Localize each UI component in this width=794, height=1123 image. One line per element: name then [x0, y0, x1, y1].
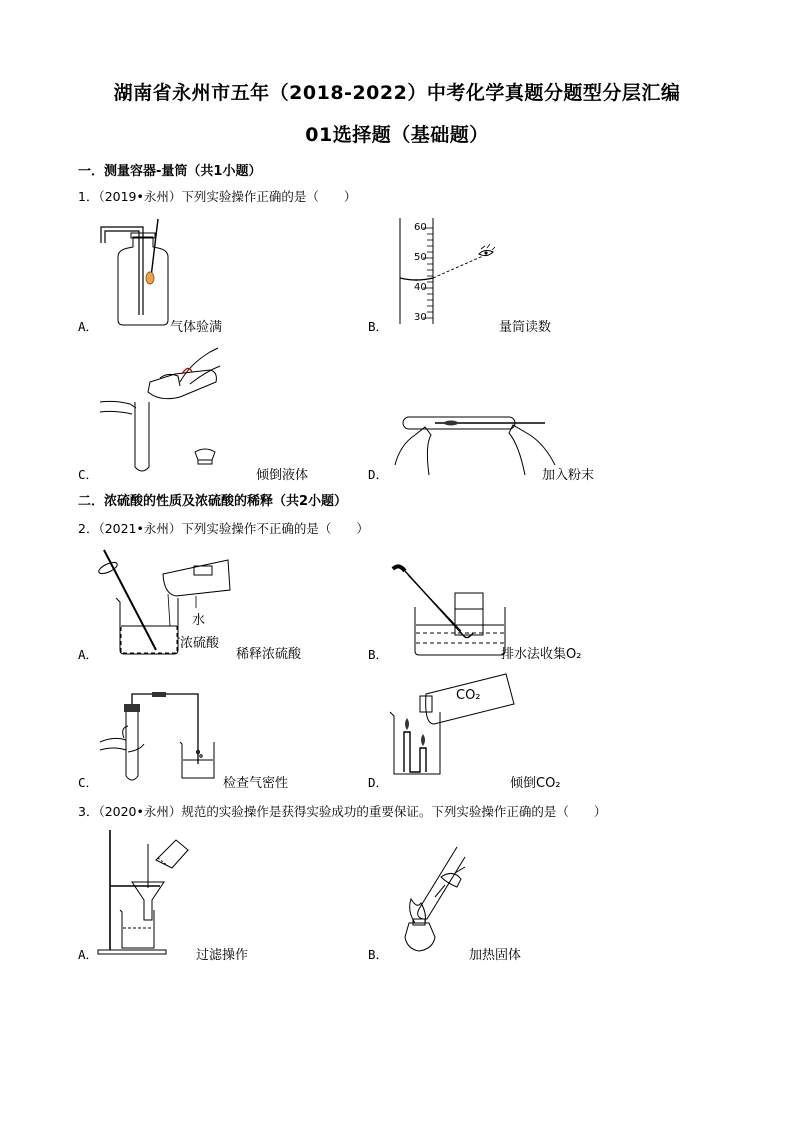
label-concentrated-acid: 浓硫酸: [180, 636, 220, 651]
tick-label-30: 30: [414, 312, 427, 323]
label-water: 水: [192, 613, 206, 628]
q3-option-a-caption: 过滤操作: [196, 948, 249, 963]
add-powder-figure: [395, 405, 555, 477]
q1-option-a-letter: A．: [78, 319, 99, 334]
co2-bottle-label: CO₂: [456, 688, 481, 703]
q1-option-d-caption: 加入粉末: [542, 468, 595, 483]
pour-liquid-figure: [100, 342, 250, 477]
q2-option-d-caption: 倾倒CO₂: [510, 776, 561, 791]
q1-option-a-caption: 气体验满: [170, 320, 223, 335]
section-heading-2: 二．浓硫酸的性质及浓硫酸的稀释（共2小题）: [78, 494, 348, 509]
q2-option-d-letter: D．: [368, 775, 389, 790]
q2-option-a-caption: 稀释浓硫酸: [236, 647, 302, 662]
q2-option-b-letter: B．: [368, 647, 389, 662]
tick-label-50: 50: [414, 252, 427, 263]
doc-subtitle: 01选择题（基础题）: [305, 124, 489, 146]
q1-option-c-letter: C．: [78, 467, 99, 482]
doc-title: 湖南省永州市五年（2018-2022）中考化学真题分题型分层汇编: [113, 82, 681, 104]
q1-option-b-letter: B．: [368, 319, 389, 334]
airtight-check-figure: [100, 692, 230, 784]
q3-option-b-caption: 加热固体: [469, 948, 522, 963]
question-2-stem: 2．（2021•永州）下列实验操作不正确的是（ ）: [78, 521, 369, 536]
water-collection-figure: [393, 563, 508, 658]
filtration-figure: [98, 830, 198, 960]
q2-option-b-caption: 排水法收集O₂: [501, 647, 582, 662]
q1-option-b-caption: 量筒读数: [499, 320, 552, 335]
q2-option-c-caption: 检查气密性: [223, 776, 289, 791]
tick-label-40: 40: [414, 282, 427, 293]
question-3-stem: 3．（2020•永州）规范的实验操作是获得实验成功的重要保证。下列实验操作正确的是（ ）: [78, 804, 607, 819]
q1-option-d-letter: D．: [368, 467, 389, 482]
q3-option-a-letter: A．: [78, 947, 99, 962]
cylinder-reading-figure: [395, 218, 505, 328]
section-heading-1: 一．测量容器-量筒（共1小题）: [78, 164, 262, 179]
pour-co2-figure: [388, 668, 518, 780]
q3-option-b-letter: B．: [368, 947, 389, 962]
q2-option-c-letter: C．: [78, 775, 99, 790]
tick-label-60: 60: [414, 222, 427, 233]
question-1-stem: 1．（2019•永州）下列实验操作正确的是（ ）: [78, 189, 357, 204]
q1-option-c-caption: 倾倒液体: [256, 468, 309, 483]
q2-option-a-letter: A．: [78, 647, 99, 662]
gas-bottle-figure: [98, 215, 178, 327]
heat-solid-figure: [385, 847, 475, 957]
